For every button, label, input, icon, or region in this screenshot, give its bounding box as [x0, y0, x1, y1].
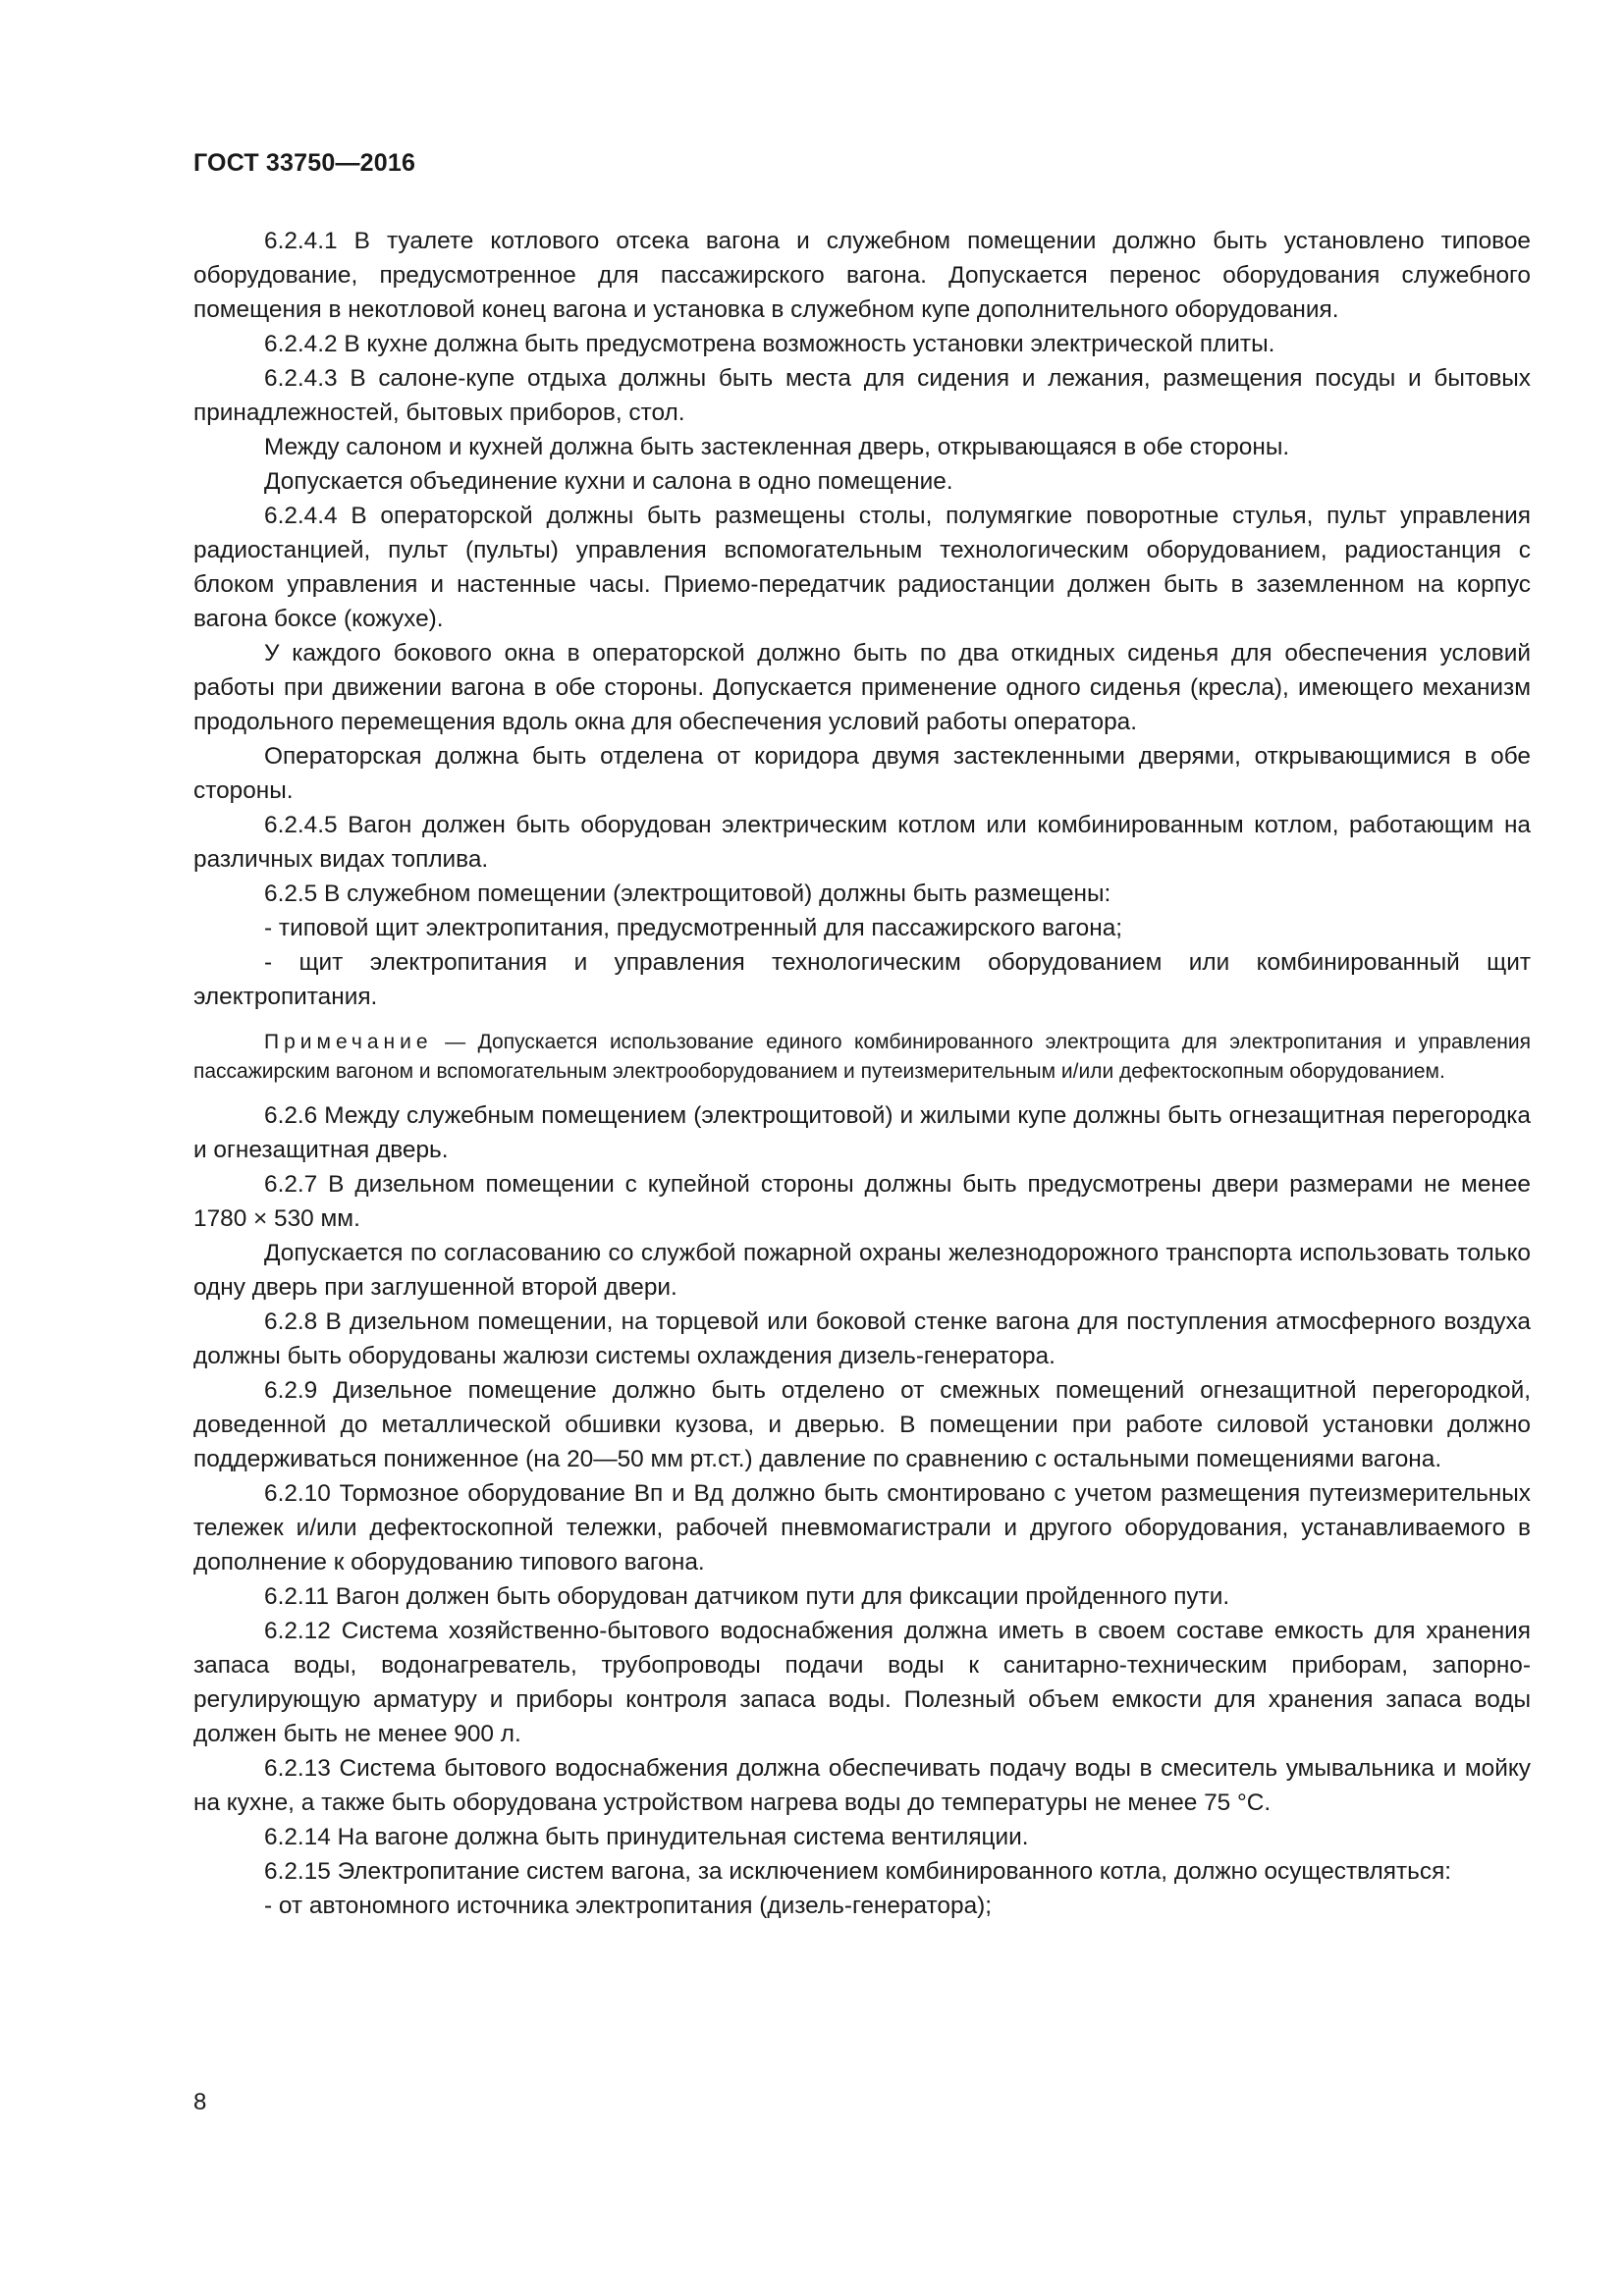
list-item-control-panel: - щит электропитания и управления технологическим оборудованием или комбинированный щит электропитания.	[193, 949, 1531, 1010]
paragraph-side-window-seats: У каждого бокового окна в операторской должно быть по два откидных сиденья для обеспечения условий работы при движении вагона в обе стороны. Допускается применение одного сиденья (кресла), имеющего механизм продольного перемещения вдоль окна для обеспечения условий работы оператора.	[193, 640, 1531, 735]
paragraph-6-2-13: 6.2.13 Система бытового водоснабжения должна обеспечивать подачу воды в смеситель умывальника и мойку на кухне, а также быть оборудована устройством нагрева воды до температуры не менее 75 °С.	[193, 1755, 1531, 1816]
paragraph-6-2-4-4: 6.2.4.4 В операторской должны быть размещены столы, полумягкие поворотные стулья, пульт управления радиостанцией, пульт (пульты) управления вспомогательным технологическим оборудованием, радиостанция с блоком управления и настенные часы. Приемо-передатчик радиостанции должен быть в заземленном на корпус вагона боксе (кожухе).	[193, 503, 1531, 632]
note-label: Примечание	[264, 1031, 433, 1053]
paragraph-6-2-4-5: 6.2.4.5 Вагон должен быть оборудован электрическим котлом или комбинированным котлом, работающим на различных видах топлива.	[193, 812, 1531, 873]
paragraph-6-2-10: 6.2.10 Тормозное оборудование Вп и Вд должно быть смонтировано с учетом размещения путеизмерительных тележек и/или дефектоскопной тележки, рабочей пневмомагистрали и другого оборудования, устанавливаемого в дополнение к оборудованию типового вагона.	[193, 1480, 1531, 1575]
paragraph-single-door: Допускается по согласованию со службой пожарной охраны железнодорожного транспорта использовать только одну дверь при заглушенной второй двери.	[193, 1240, 1531, 1301]
paragraph-6-2-9: 6.2.9 Дизельное помещение должно быть отделено от смежных помещений огнезащитной перегородкой, доведенной до металлической обшивки кузова, и дверью. В помещении при работе силовой установки должно поддерживаться пониженное (на 20—50 мм рт.ст.) давление по сравнению с остальными помещениями вагона.	[193, 1377, 1531, 1472]
note	[193, 1028, 1531, 1087]
paragraph-kitchen-salon-merge: Допускается объединение кухни и салона в одно помещение.	[264, 468, 953, 495]
paragraph-6-2-8: 6.2.8 В дизельном помещении, на торцевой или боковой стенке вагона для поступления атмосферного воздуха должны быть оборудованы жалюзи системы охлаждения дизель-генератора.	[193, 1308, 1531, 1369]
paragraph-6-2-4-3: 6.2.4.3 В салоне-купе отдыха должны быть места для сидения и лежания, размещения посуды и бытовых принадлежностей, бытовых приборов, стол.	[193, 365, 1531, 426]
paragraph-6-2-5: 6.2.5 В служебном помещении (электрощитовой) должны быть размещены:	[264, 881, 1111, 907]
paragraph-6-2-15: 6.2.15 Электропитание систем вагона, за исключением комбинированного котла, должно осуществляться:	[264, 1858, 1452, 1885]
paragraph-operator-room-doors: Операторская должна быть отделена от коридора двумя застекленными дверями, открывающимися в обе стороны.	[193, 743, 1531, 804]
paragraph-6-2-6: 6.2.6 Между служебным помещением (электрощитовой) и жилыми купе должны быть огнезащитная перегородка и огнезащитная дверь.	[193, 1102, 1531, 1163]
paragraph-6-2-11: 6.2.11 Вагон должен быть оборудован датчиком пути для фиксации пройденного пути.	[264, 1583, 1230, 1610]
document-body	[193, 224, 1531, 1923]
note-text: — Допускается использование единого комбинированного электрощита для электропитания и управления пассажирским вагоном и вспомогательным электрооборудованием и путеизмерительным и/или дефектоскопным оборудованием.	[193, 1031, 1531, 1083]
page-number: 8	[193, 2089, 207, 2115]
document-header: ГОСТ 33750—2016	[193, 149, 416, 177]
paragraph-6-2-4-2: 6.2.4.2 В кухне должна быть предусмотрена возможность установки электрической плиты.	[264, 331, 1275, 357]
list-item-autonomous-source: - от автономного источника электропитания (дизель-генератора);	[264, 1893, 993, 1919]
list-item-typical-panel: - типовой щит электропитания, предусмотренный для пассажирского вагона;	[264, 915, 1123, 941]
paragraph-6-2-4-1: 6.2.4.1 В туалете котлового отсека вагона и служебном помещении должно быть установлено типовое оборудование, предусмотренное для пассажирского вагона. Допускается перенос оборудования служебного помещения в некотловой конец вагона и установка в служебном купе дополнительного оборудования.	[193, 228, 1531, 323]
paragraph-6-2-14: 6.2.14 На вагоне должна быть принудительная система вентиляции.	[264, 1824, 1029, 1850]
paragraph-6-2-12: 6.2.12 Система хозяйственно-бытового водоснабжения должна иметь в своем составе емкость для хранения запаса воды, водонагреватель, трубопроводы подачи воды к санитарно-техническим приборам, запорно-регулирующую арматуру и приборы контроля запаса воды. Полезный объем емкости для хранения запаса воды должен быть не менее 900 л.	[193, 1618, 1531, 1747]
paragraph-6-2-7: 6.2.7 В дизельном помещении с купейной стороны должны быть предусмотрены двери размерами не менее 1780 × 530 мм.	[193, 1171, 1531, 1232]
paragraph-salon-kitchen-door: Между салоном и кухней должна быть застекленная дверь, открывающаяся в обе стороны.	[264, 434, 1290, 460]
